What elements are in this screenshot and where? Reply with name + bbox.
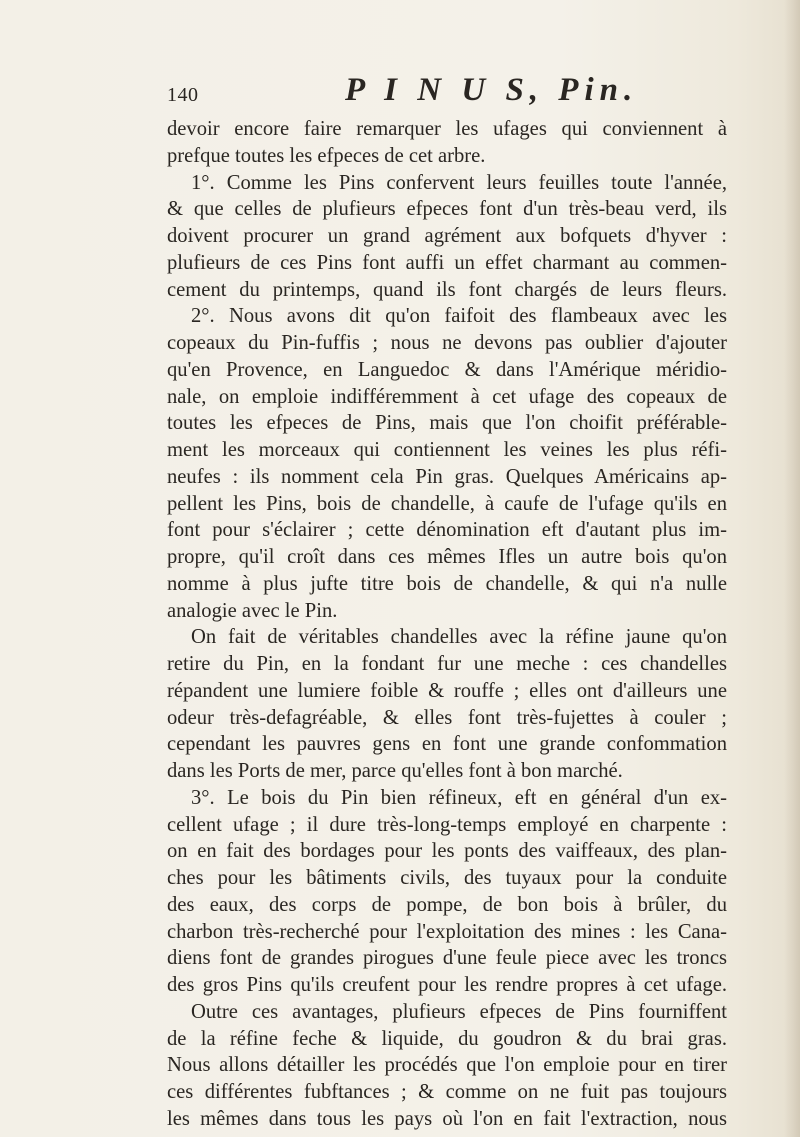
- text-line: ches pour les bâtiments civils, des tuyaux pour la conduite: [167, 867, 727, 889]
- text-line: font pour s'éclairer ; cette dénomination eft d'autant plus im-: [167, 519, 727, 542]
- text-line: odeur très-defagréable, & elles font très-fujettes à couler ;: [167, 706, 727, 729]
- text-line: propre, qu'il croît dans ces mêmes Ifles un autre bois qu'on: [167, 546, 727, 568]
- text-line: nomme à plus jufte titre bois de chandelle, & qui n'a nulle: [167, 572, 727, 595]
- text-line: analogie avec le Pin.: [167, 599, 338, 622]
- text-line: On fait de véritables chandelles avec la réfine jaune qu'on: [191, 626, 727, 649]
- text-line: retire du Pin, en la fondant fur une meche : ces chandelles: [167, 653, 727, 675]
- text-line: dans les Ports de mer, parce qu'elles font à bon marché.: [167, 760, 623, 782]
- text-line: neufes : ils nomment cela Pin gras. Quelques Américains ap-: [167, 465, 727, 488]
- text-line: 1°. Comme les Pins confervent leurs feuilles toute l'année,: [191, 171, 727, 194]
- text-line: de la réfine feche & liquide, du goudron & du brai gras.: [167, 1027, 727, 1050]
- text-line: charbon très-recherché pour l'exploitation des mines : les Cana-: [167, 920, 727, 943]
- text-line: diens font de grandes pirogues d'une feule piece avec les troncs: [167, 947, 727, 970]
- text-line: des gros Pins qu'ils creufent pour les rendre propres à cet ufage.: [167, 974, 727, 996]
- text-line: on en fait des bordages pour les ponts des vaiffeaux, des plan-: [167, 840, 727, 863]
- text-line: plufieurs de ces Pins font auffi un effet charmant au commen-: [167, 251, 727, 274]
- text-line: devoir encore faire remarquer les ufages qui conviennent à: [167, 118, 727, 140]
- text-line: copeaux du Pin-fuffis ; nous ne devons pas oublier d'ajouter: [167, 332, 727, 354]
- text-line: & que celles de plufieurs efpeces font d'un très-beau verd, ils: [167, 198, 727, 221]
- text-line: nale, on emploie indifféremment à cet ufage des copeaux de: [167, 385, 727, 408]
- page-header: [167, 72, 727, 112]
- text-line: 3°. Le bois du Pin bien réfineux, eft en général d'un ex-: [191, 786, 727, 809]
- running-title: P I N U S, Pin.: [345, 72, 639, 108]
- page-number: 140: [167, 84, 199, 106]
- text-line: ces différentes fubftances ; & comme on ne fuit pas toujours: [167, 1081, 727, 1103]
- text-line: doivent procurer un grand agrément aux bofquets d'hyver :: [167, 225, 727, 247]
- text-line: Nous allons détailler les procédés que l'on emploie pour en tirer: [167, 1054, 727, 1077]
- text-line: pellent les Pins, bois de chandelle, à caufe de l'ufage qu'ils en: [167, 492, 727, 515]
- text-line: Outre ces avantages, plufieurs efpeces de Pins fourniffent: [191, 1000, 727, 1023]
- text-line: cellent ufage ; il dure très-long-temps employé en charpente :: [167, 813, 727, 836]
- text-line: qu'en Provence, en Languedoc & dans l'Amérique méridio-: [167, 358, 727, 381]
- text-line: répandent une lumiere foible & rouffe ; elles ont d'ailleurs une: [167, 679, 727, 702]
- text-line: cement du printemps, quand ils font chargés de leurs fleurs.: [167, 278, 727, 301]
- text-line: prefque toutes les efpeces de cet arbre.: [167, 144, 486, 167]
- text-line: des eaux, des corps de pompe, de bon bois à brûler, du: [167, 893, 727, 916]
- text-line: cependant les pauvres gens en font une grande confommation: [167, 733, 727, 756]
- text-line: 2°. Nous avons dit qu'on faifoit des flambeaux avec les: [191, 305, 727, 328]
- text-line: ment les morceaux qui contiennent les veines les plus réfi-: [167, 439, 727, 461]
- text-line: toutes les efpeces de Pins, mais que l'on choifit préférable-: [167, 412, 727, 435]
- body-text: [167, 116, 727, 1133]
- text-line: les mêmes dans tous les pays où l'on en fait l'extraction, nous: [167, 1107, 727, 1130]
- page-edge-shadow: [784, 0, 800, 1137]
